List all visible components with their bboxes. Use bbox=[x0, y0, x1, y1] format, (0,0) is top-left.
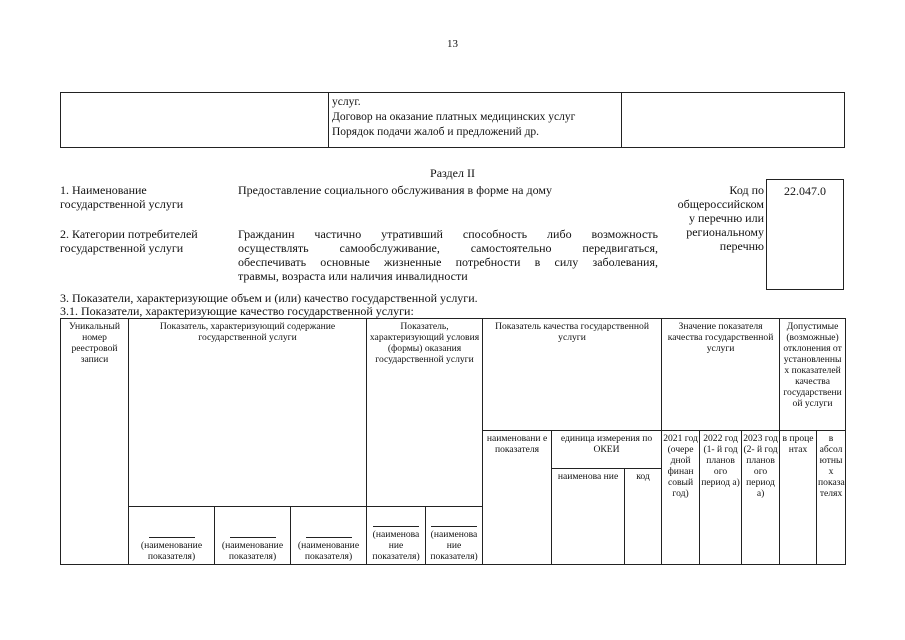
header-deviation-percent: в проце нтах bbox=[780, 431, 817, 565]
item31-text: 3.1. Показатели, характеризующие качество государственной услуги: bbox=[60, 304, 414, 318]
blank-underline bbox=[149, 537, 195, 538]
continuation-cell-text bbox=[329, 93, 622, 148]
code-box bbox=[766, 179, 844, 290]
blank-underline bbox=[306, 537, 352, 538]
section-title: Раздел II bbox=[430, 166, 475, 180]
blank-underline bbox=[230, 537, 276, 538]
item2-value-line: осуществлять самообслуживание, самостоятельно передвигаться, bbox=[238, 241, 658, 255]
code-label-line: у перечню или bbox=[688, 211, 764, 225]
item1-label-line: 1. Наименование bbox=[60, 183, 147, 197]
header-unit-name: наименова ние bbox=[552, 469, 625, 565]
item2-value-line: травмы, возраста или наличия инвалидности bbox=[238, 269, 468, 283]
sub-indicator-label: (наименова ние показателя) bbox=[372, 529, 420, 562]
item3-text: 3. Показатели, характеризующие объем и (или) качество государственной услуги. bbox=[60, 291, 478, 305]
header-allowed-deviation: Допустимые (возможные) отклонения от установленны х показателей качества государствени ой услуги bbox=[780, 319, 846, 431]
item1-label bbox=[60, 183, 235, 211]
header-conditions-indicator: Показатель, характеризующий условия (формы) оказания государственной услуги bbox=[367, 319, 483, 507]
sub-indicator-name-cell bbox=[367, 507, 426, 565]
code-label-line: региональному bbox=[686, 225, 764, 239]
quality-indicators-table bbox=[60, 318, 846, 565]
code-label bbox=[668, 183, 764, 253]
sub-indicator-name-cell bbox=[215, 507, 291, 565]
sub-indicator-name-cell bbox=[291, 507, 367, 565]
code-label-line: общероссийском bbox=[677, 197, 764, 211]
item2-value-line: Гражданин частично утративший способность либо возможность bbox=[238, 227, 658, 241]
header-indicator-value: Значение показателя качества государственной услуги bbox=[662, 319, 780, 431]
item2-label bbox=[60, 227, 235, 255]
item2-label-line: 2. Категории потребителей bbox=[60, 227, 198, 241]
item2-label-line: государственной услуги bbox=[60, 241, 184, 255]
header-unique-number: Уникальный номер реестровой записи bbox=[61, 319, 129, 565]
header-year-2023: 2023 год (2- й год планов ого период а) bbox=[742, 431, 780, 565]
continuation-cell-empty bbox=[61, 93, 329, 148]
continuation-line: Договор на оказание платных медицинских услуг bbox=[332, 111, 576, 123]
blank-underline bbox=[373, 526, 419, 527]
header-unit-code: код bbox=[625, 469, 662, 565]
header-year-2022: 2022 год (1- й год планов ого период а) bbox=[700, 431, 742, 565]
sub-indicator-label: (наименование показателя) bbox=[297, 540, 360, 562]
continuation-cell-empty bbox=[622, 93, 845, 148]
code-label-line: перечню bbox=[719, 239, 764, 253]
continuation-line: услуг. bbox=[332, 96, 361, 108]
code-value: 22.047.0 bbox=[784, 184, 826, 198]
header-unit-okei: единица измерения по ОКЕИ bbox=[552, 431, 662, 469]
sub-indicator-label: (наименование показателя) bbox=[221, 540, 284, 562]
header-deviation-absolute: в абсол ютны х показа телях bbox=[817, 431, 846, 565]
item1-label-line: государственной услуги bbox=[60, 197, 184, 211]
item2-value-line: обеспечивать основные жизненные потребности в силу заболевания, bbox=[238, 255, 658, 269]
sub-indicator-name-cell bbox=[129, 507, 215, 565]
header-year-2021: 2021 год (очере дной финан совый год) bbox=[662, 431, 700, 565]
code-label-line: Код по bbox=[729, 183, 764, 197]
header-quality-indicator: Показатель качества государственной услуги bbox=[483, 319, 662, 431]
sub-indicator-label: (наименование показателя) bbox=[140, 540, 203, 562]
header-indicator-name: наименовани е показателя bbox=[483, 431, 552, 565]
continuation-line: Порядок подачи жалоб и предложений др. bbox=[332, 126, 540, 138]
blank-underline bbox=[431, 526, 477, 527]
sub-indicator-label: (наименова ние показателя) bbox=[430, 529, 478, 562]
header-content-indicator: Показатель, характеризующий содержание государственной услуги bbox=[129, 319, 367, 507]
page-number: 13 bbox=[447, 38, 458, 50]
item2-value bbox=[238, 227, 658, 283]
item1-value: Предоставление социального обслуживания в форме на дому bbox=[238, 183, 552, 197]
continuation-table bbox=[60, 92, 845, 148]
sub-indicator-name-cell bbox=[426, 507, 483, 565]
